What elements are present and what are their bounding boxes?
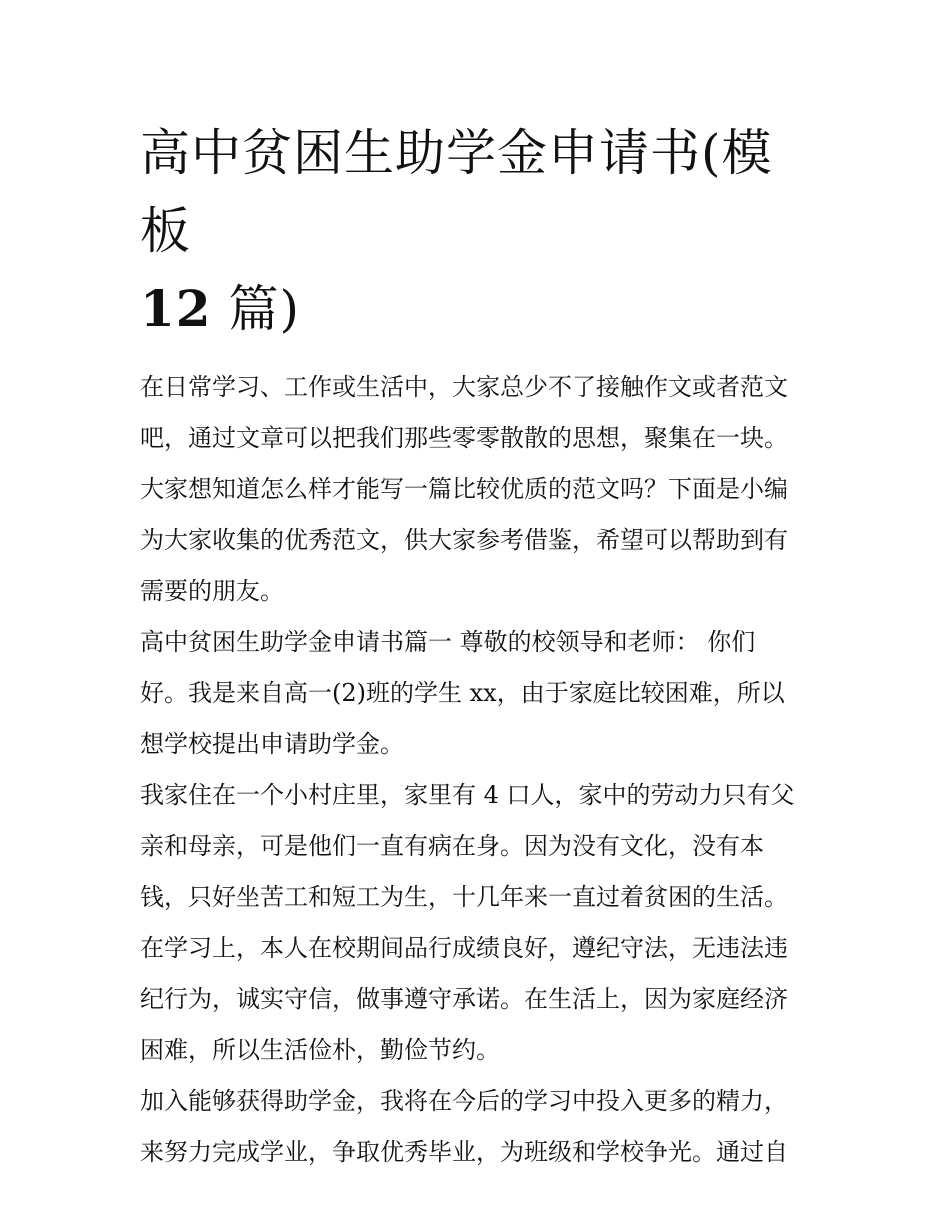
body-line: 纪行为，诚实守信，做事遵守承诺。在生活上，因为家庭经济 <box>140 985 788 1013</box>
body-line: 吧，通过文章可以把我们那些零零散散的思想，聚集在一块。 <box>140 424 788 452</box>
body-line: 来努力完成学业，争取优秀毕业，为班级和学校争光。通过自 <box>140 1138 788 1166</box>
body-line: 高中贫困生助学金申请书篇一 尊敬的校领导和老师： 你们 <box>140 628 756 656</box>
body-line: 我家住在一个小村庄里，家里有 4 口人，家中的劳动力只有父 <box>140 781 795 809</box>
body-line: 困难，所以生活俭朴，勤俭节约。 <box>140 1036 500 1064</box>
body-line: 为大家收集的优秀范文，供大家参考借鉴，希望可以帮助到有 <box>140 526 788 554</box>
body-line: 需要的朋友。 <box>140 577 284 605</box>
body-line: 亲和母亲，可是他们一直有病在身。因为没有文化，没有本 <box>140 832 764 860</box>
title-line-1: 高中贫困生助学金申请书(模板 <box>140 124 773 260</box>
body-line: 钱，只好坐苦工和短工为生，十几年来一直过着贫困的生活。 <box>140 883 788 911</box>
body-line: 大家想知道怎么样才能写一篇比较优质的范文吗？下面是小编 <box>140 475 788 503</box>
document-body <box>140 362 812 1178</box>
body-line: 好。我是来自高一(2)班的学生 xx，由于家庭比较困难，所以 <box>140 679 785 707</box>
document-page <box>140 114 812 1178</box>
body-line: 在学习上，本人在校期间品行成绩良好，遵纪守法，无违法违 <box>140 934 788 962</box>
body-line: 加入能够获得助学金，我将在今后的学习中投入更多的精力， <box>140 1087 788 1115</box>
title-line-2: 篇) <box>211 280 300 338</box>
title-number: 12 <box>140 279 212 338</box>
body-line: 在日常学习、工作或生活中，大家总少不了接触作文或者范文 <box>140 373 788 401</box>
document-title <box>140 114 812 348</box>
body-line: 想学校提出申请助学金。 <box>140 730 404 758</box>
